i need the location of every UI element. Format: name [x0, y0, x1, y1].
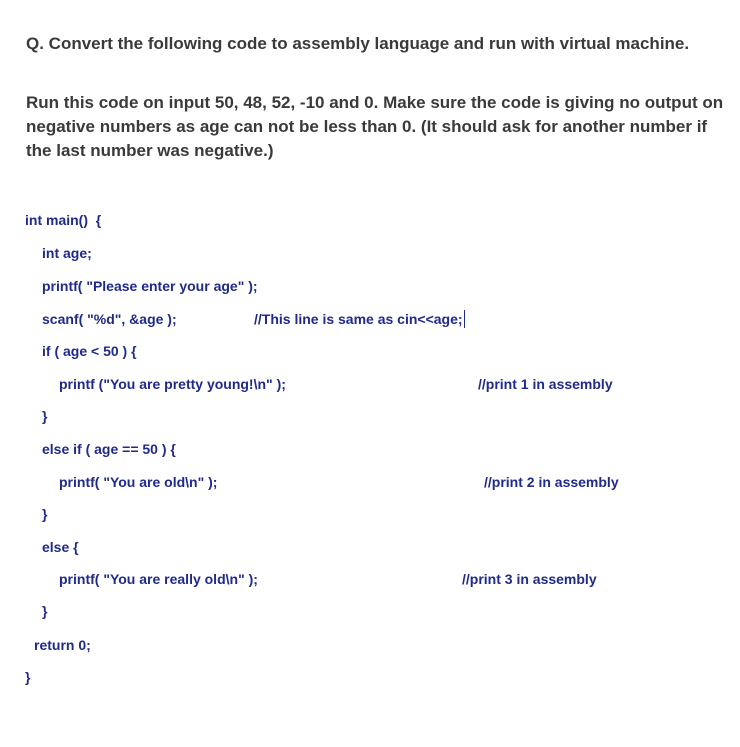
scanf-comment-text: //This line is same as cin<<age;: [254, 311, 463, 327]
code-close-main: }: [25, 669, 31, 685]
code-scanf-comment: [254, 310, 465, 328]
code-old-printf: printf( "You are old\n" );: [59, 474, 218, 490]
code-close-else-if: }: [42, 506, 48, 522]
question-instructions: Run this code on input 50, 48, 52, -10 and 0. Make sure the code is giving no output on negative numbers as age can not be less than 0. (It should ask for another number if the last number was negative.): [26, 93, 724, 160]
code-return-line: return 0;: [34, 637, 91, 653]
code-age-decl: int age;: [42, 245, 92, 261]
code-really-old-comment: //print 3 in assembly: [462, 571, 597, 587]
code-really-old-printf: printf( "You are really old\n" );: [59, 571, 258, 587]
code-old-comment: //print 2 in assembly: [484, 474, 619, 490]
code-young-comment: //print 1 in assembly: [478, 376, 613, 392]
code-close-if: }: [42, 408, 48, 424]
code-else-line: else {: [42, 539, 79, 555]
code-prompt-printf: printf( "Please enter your age" );: [42, 278, 258, 294]
code-young-printf: printf ("You are pretty young!\n" );: [59, 376, 286, 392]
code-if-line: if ( age < 50 ) {: [42, 343, 137, 359]
code-else-if-line: else if ( age == 50 ) {: [42, 441, 176, 457]
question-heading: Q. Convert the following code to assembly language and run with virtual machine.: [26, 34, 690, 53]
code-close-else: }: [42, 603, 48, 619]
text-cursor: [464, 310, 465, 328]
code-scanf-line: scanf( "%d", &age );: [42, 311, 177, 327]
code-main-decl: int main() {: [25, 212, 102, 228]
